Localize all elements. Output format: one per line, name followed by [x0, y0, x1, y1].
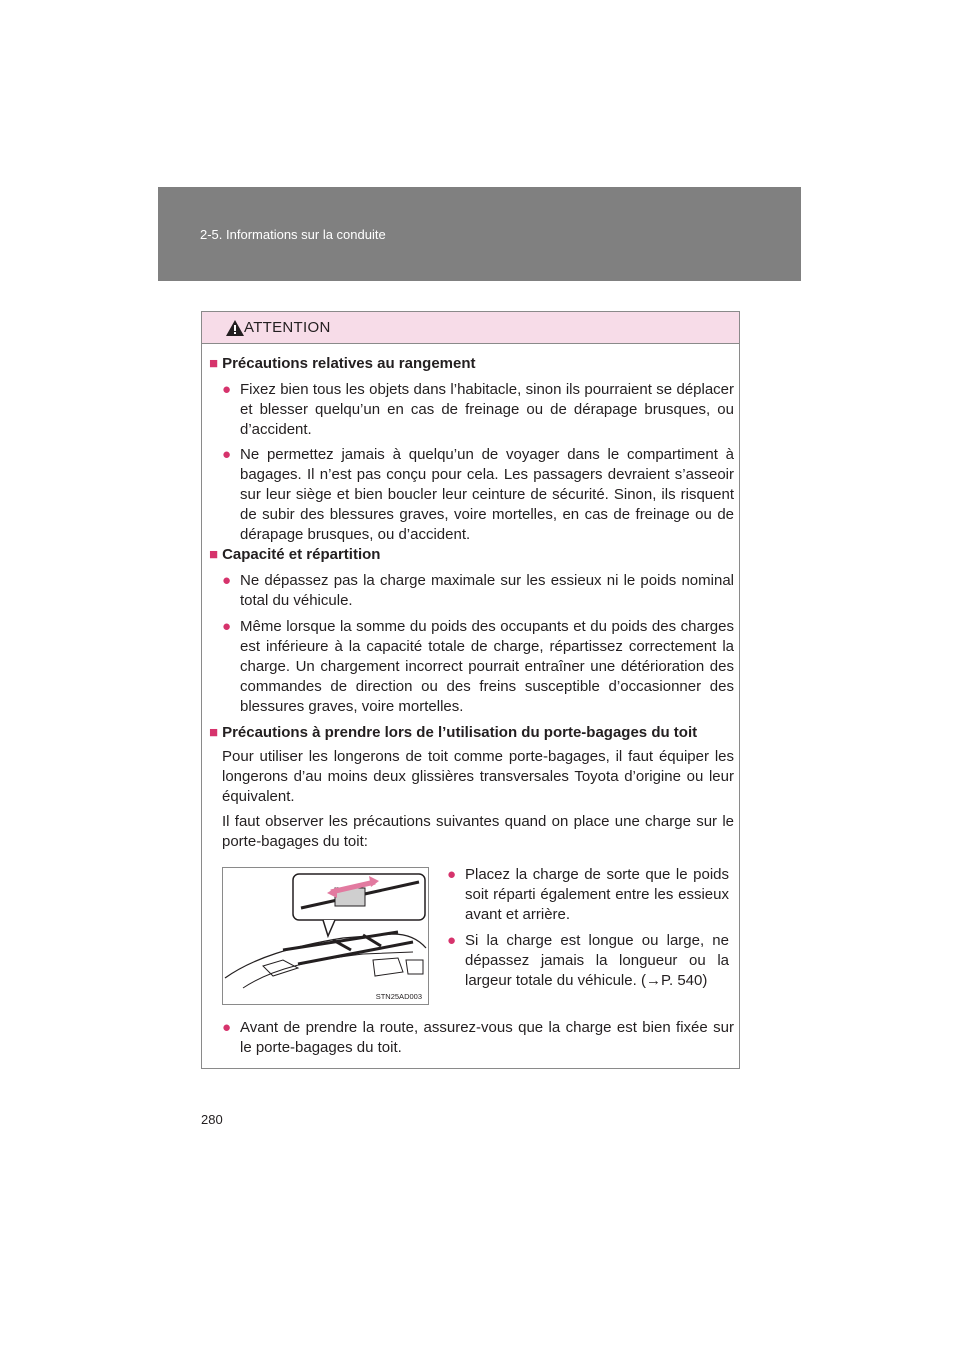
bullet-dot-icon: ●: [222, 1019, 232, 1036]
warning-header: [202, 312, 739, 344]
section-heading-roof-rack: ■ Précautions à prendre lors de l’utilisation du porte-bagages du toit: [209, 724, 698, 741]
list-item: ● Placez la charge de sorte que le poids soit réparti également entre les essieux avant et arrière.: [447, 866, 729, 923]
list-item: ● Si la charge est longue ou large, ne dépassez jamais la longueur ou la largeur totale du véhicule. (→P. 540): [447, 932, 729, 989]
bullet-dot-icon: ●: [222, 572, 232, 589]
list-item: ● Avant de prendre la route, assurez-vous que la charge est bien fixée sur le porte-bagages du toit.: [222, 1019, 734, 1056]
paragraph: Il faut observer les précautions suivantes quand on place une charge sur le porte-bagages du toit:: [222, 813, 734, 850]
section-title: 2-5. Informations sur la conduite: [200, 227, 386, 242]
bullet-dot-icon: ●: [222, 381, 232, 398]
section-heading-storage: ■ Précautions relatives au rangement: [209, 355, 476, 372]
list-item: ● Même lorsque la somme du poids des occupants et du poids des charges est inférieure à la capacité totale de charge, répartissez correctement la charge. Un chargement incorrect pourrait entraîner une détérioration des commandes de direction ou des freins susceptible d’occasionner des blessures graves, voire mortelles.: [222, 618, 734, 715]
paragraph: Pour utiliser les longerons de toit comme porte-bagages, il faut équiper les longerons d’au moins deux glissières transversales Toyota d’origine ou leur équivalent.: [222, 748, 734, 805]
page-number: 280: [201, 1112, 223, 1127]
warning-box: [201, 311, 740, 1069]
bullet-dot-icon: ●: [222, 618, 232, 635]
warning-title: ATTENTION: [244, 319, 331, 336]
list-item: ● Ne dépassez pas la charge maximale sur les essieux ni le poids nominal total du véhicule.: [222, 572, 734, 609]
roof-rack-image: [223, 868, 428, 1004]
bullet-dot-icon: ●: [447, 866, 457, 883]
square-bullet-icon: ■: [209, 724, 219, 741]
bullet-dot-icon: ●: [447, 932, 457, 949]
warning-triangle-icon: [225, 319, 245, 337]
list-item: ● Ne permettez jamais à quelqu’un de voyager dans le compartiment à bagages. Il n’est pas conçu pour cela. Les passagers devraient s’asseoir sur leur siège et bien boucler leur ceinture de sécurité. Sinon, ils risquent de subir des blessures graves, voire mortelles, en cas de freinage ou de dérapage brusques, ou d’accident.: [222, 446, 734, 543]
section-header-bar: [158, 187, 801, 281]
square-bullet-icon: ■: [209, 355, 219, 372]
section-heading-capacity: ■ Capacité et répartition: [209, 546, 381, 563]
roof-rack-illustration: [222, 867, 429, 1005]
illustration-code: STN25AD003: [375, 992, 422, 1001]
square-bullet-icon: ■: [209, 546, 219, 563]
list-item: ● Fixez bien tous les objets dans l’habitacle, sinon ils pourraient se déplacer et blesser quelqu’un en cas de freinage ou de dérapage brusques, ou d’accident.: [222, 381, 734, 438]
bullet-dot-icon: ●: [222, 446, 232, 463]
